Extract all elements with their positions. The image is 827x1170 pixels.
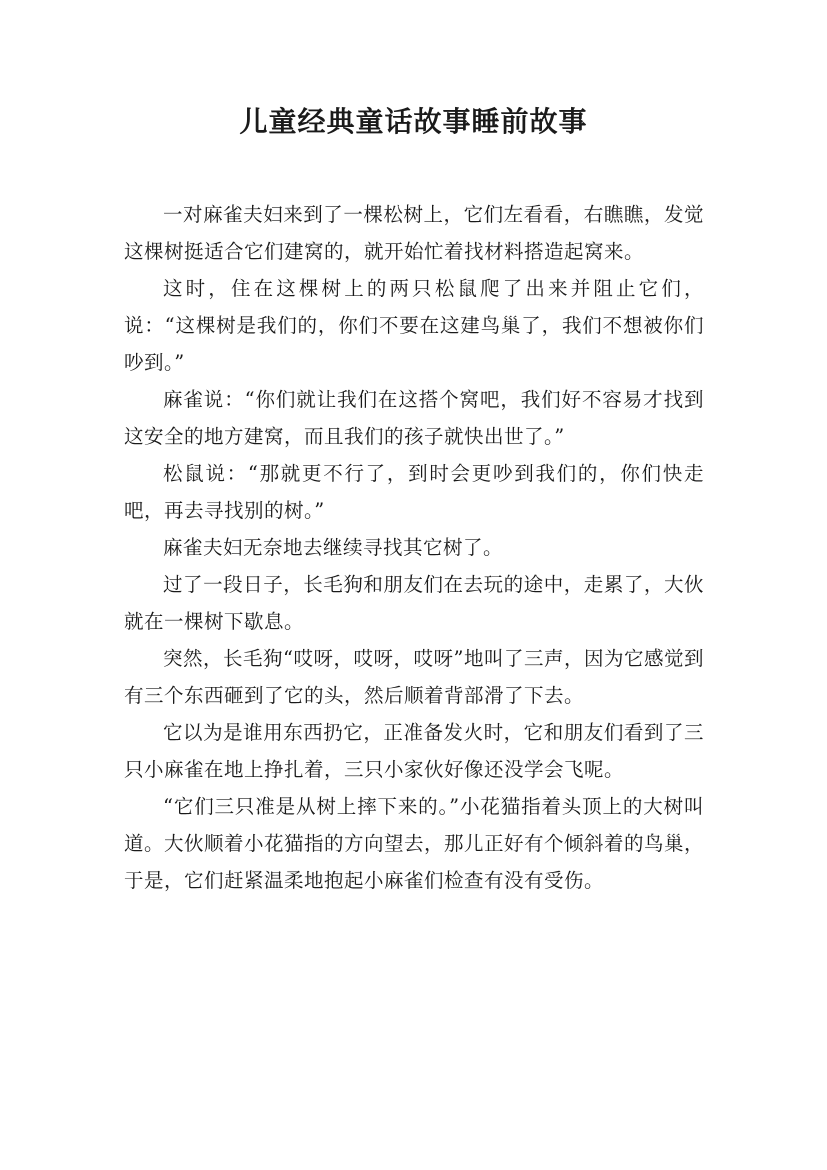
paragraph: 松鼠说：“那就更不行了，到时会更吵到我们的，你们快走吧，再去寻找别的树。” xyxy=(124,462,704,522)
paragraph: 麻雀说：“你们就让我们在这搭个窝吧，我们好不容易才找到这安全的地方建窝，而且我们的孩子就快出世了。” xyxy=(124,388,704,448)
paragraph: 一对麻雀夫妇来到了一棵松树上，它们左看看，右瞧瞧，发觉这棵树挺适合它们建窝的，就开始忙着找材料搭造起窝来。 xyxy=(124,203,704,263)
document-title: 儿童经典童话故事睡前故事 xyxy=(239,105,588,138)
paragraph: 过了一段日子，长毛狗和朋友们在去玩的途中，走累了，大伙就在一棵树下歇息。 xyxy=(124,573,704,633)
paragraph: “它们三只准是从树上摔下来的。”小花猫指着头顶上的大树叫道。大伙顺着小花猫指的方向望去，那儿正好有个倾斜着的鸟巢，于是，它们赶紧温柔地抱起小麻雀们检查有没有受伤。 xyxy=(124,795,705,892)
paragraph: 它以为是谁用东西扔它，正准备发火时，它和朋友们看到了三只小麻雀在地上挣扎着，三只小家伙好像还没学会飞呢。 xyxy=(124,721,704,781)
paragraph: 这时，住在这棵树上的两只松鼠爬了出来并阻止它们，说：“这棵树是我们的，你们不要在这建鸟巢了，我们不想被你们吵到。” xyxy=(124,277,704,374)
paragraph: 麻雀夫妇无奈地去继续寻找其它树了。 xyxy=(163,536,504,559)
paragraph: 突然，长毛狗“哎呀，哎呀，哎呀”地叫了三声，因为它感觉到有三个东西砸到了它的头，然后顺着背部滑了下去。 xyxy=(124,647,704,707)
document-body xyxy=(124,196,704,899)
